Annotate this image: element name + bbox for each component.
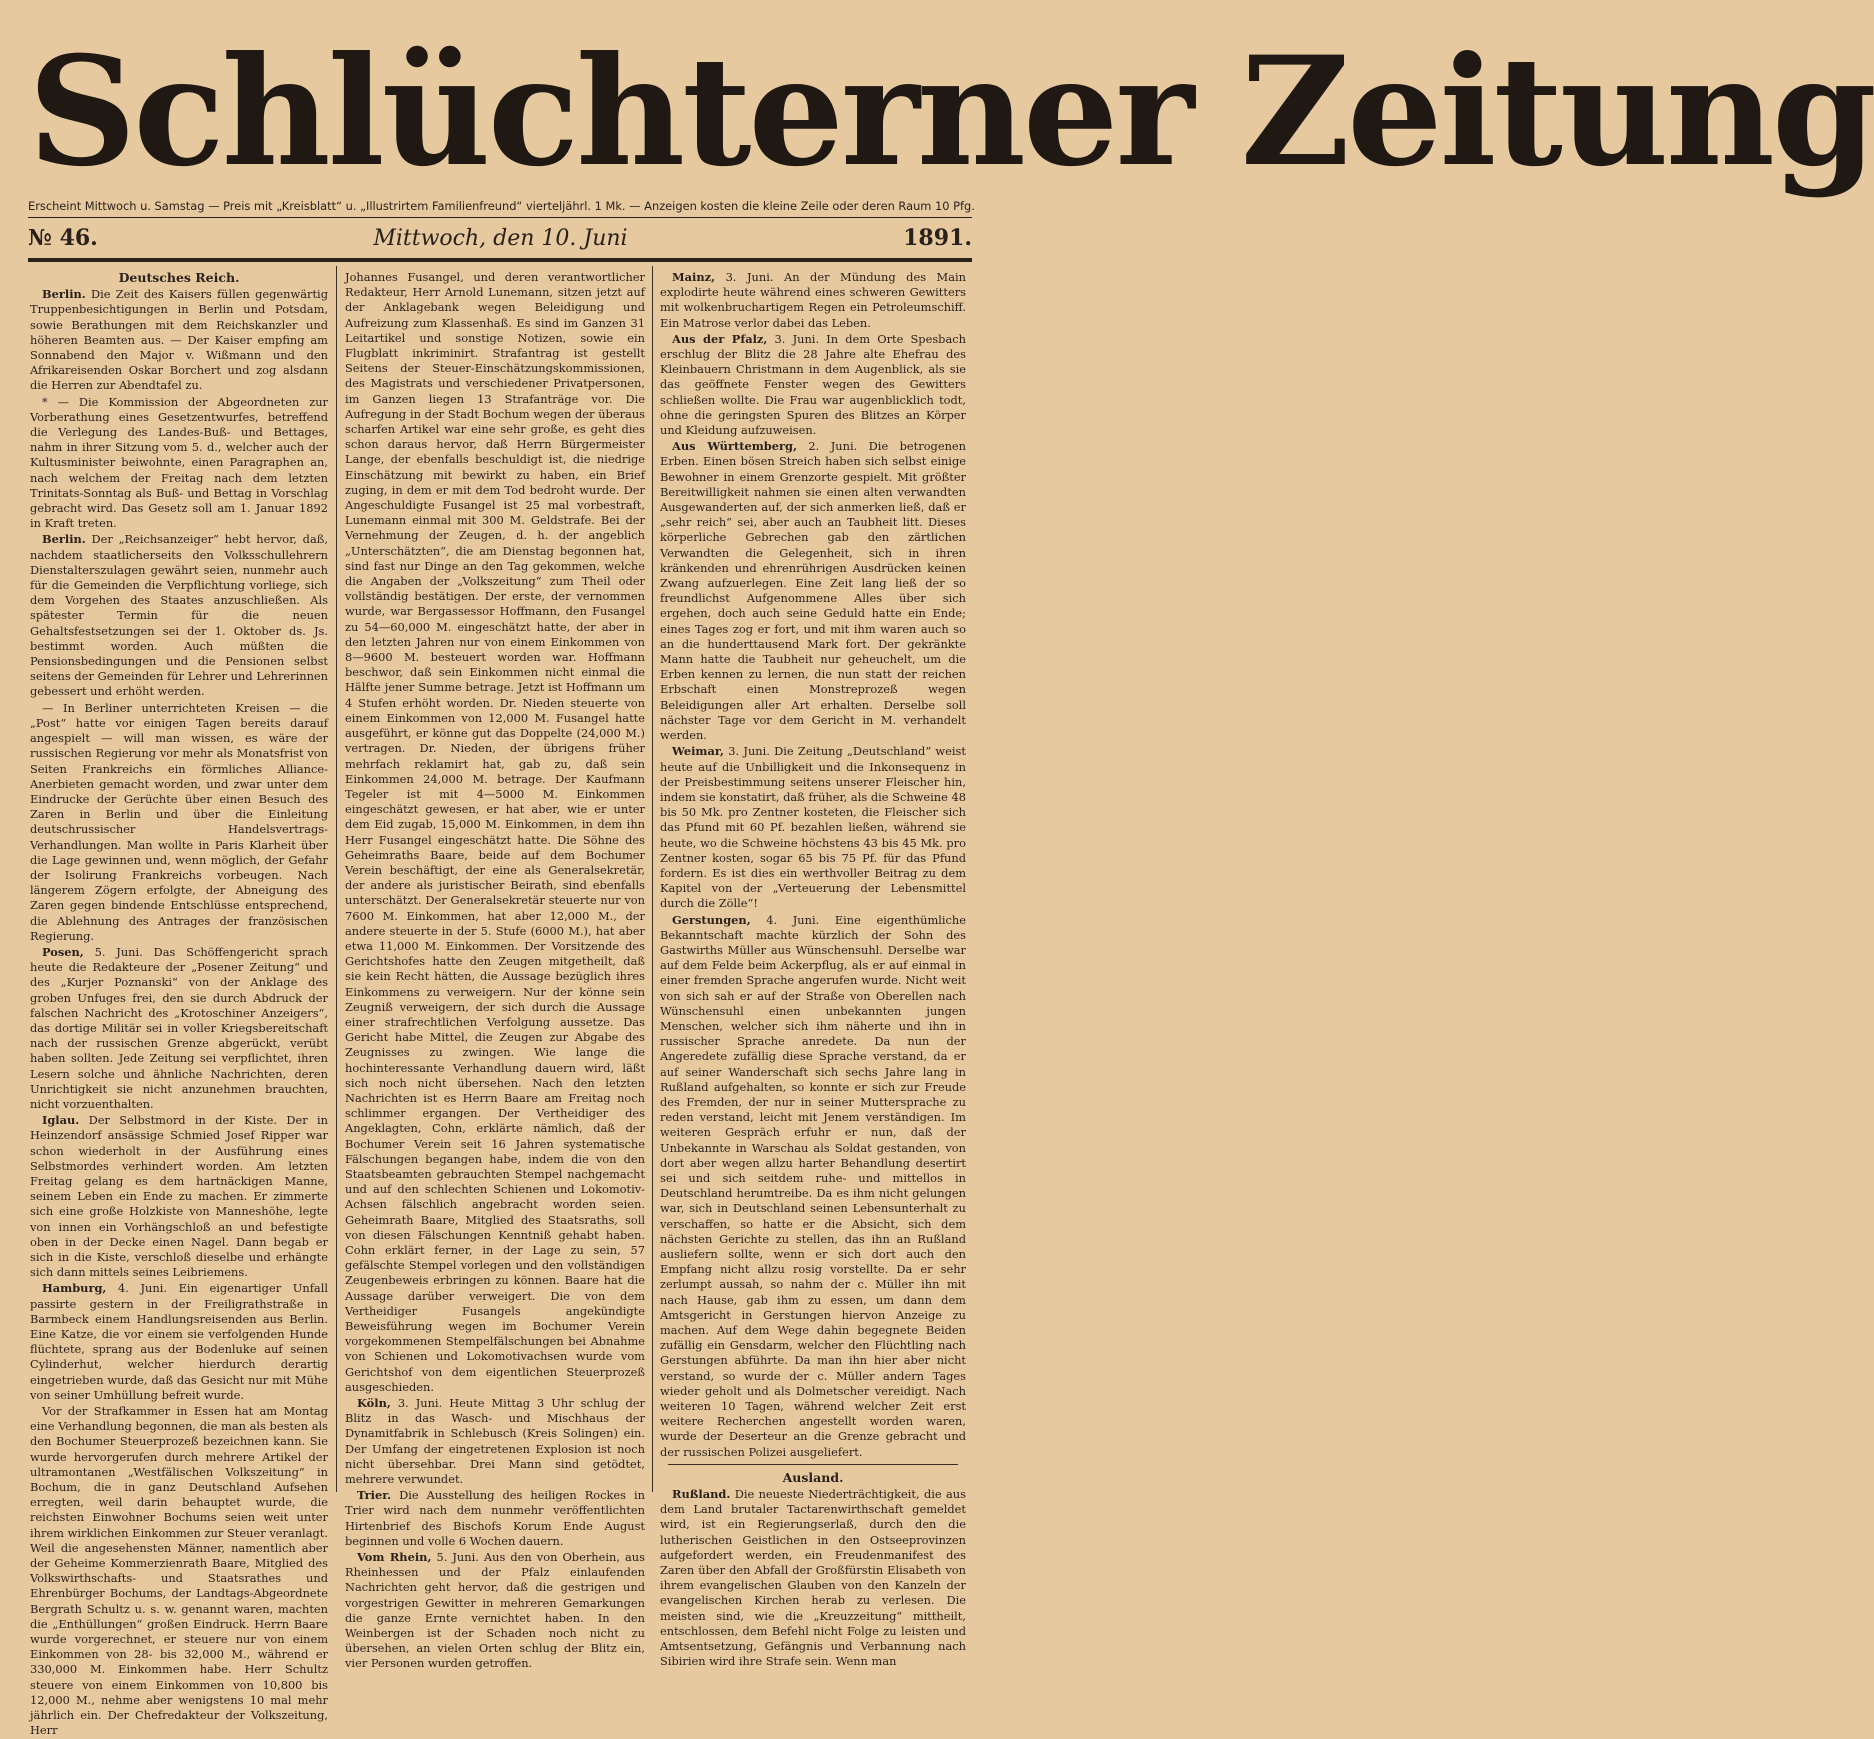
column-2 bbox=[345, 270, 645, 1671]
article bbox=[660, 1487, 966, 1669]
article bbox=[660, 270, 966, 331]
article-text: Der Selbstmord in der Kiste. Der in Heinzendorf ansässige Schmied Josef Ripper war schon wiederholt in der Ausführung eines Selbstmordes verhindert worden. Am letzten Freitag gelang es dem hartnäckigen Manne, seinem Leben ein Ende zu machen. Er zimmerte sich eine große Holzkiste von Manneshöhe, legte von innen ein Vorhängschloß an und befestigte oben in der Decke einen Nagel. Dann begab er sich in die Kiste, verschloß dieselbe und erhängte sich dann mittels seines Leibriemens. bbox=[30, 1113, 328, 1280]
article bbox=[345, 1550, 645, 1672]
article-dateline: Trier. bbox=[357, 1488, 392, 1503]
issue-year: 1891. bbox=[903, 225, 972, 251]
article-dateline: Aus Württemberg, bbox=[672, 439, 797, 454]
article-text: Der „Reichsanzeiger“ hebt hervor, daß, nachdem staatlicherseits den Volksschullehrern Dienstalterszulagen gewährt seien, nunmehr auch für die Gemeinden die Verpflichtung vorliege, sich dem Vorgehen des Staates anzuschließen. Als spätester Termin für die neuen Gehaltsfestsetzungen sei der 1. Oktober ds. Js. bestimmt worden. Auch müßten die Pensionsbedingungen und die Pensionen selbst seitens der Gemeinden für Lehrer und Lehrerinnen gebessert und erhöht werden. bbox=[30, 532, 328, 699]
article-dateline: Berlin. bbox=[42, 287, 86, 302]
article bbox=[345, 1488, 645, 1549]
article: — In Berliner unterrichteten Kreisen — die „Post“ hatte vor einigen Tagen bereits darauf angespielt — will man wissen, es wäre der russischen Regierung vor mehr als Monatsfrist von Seiten Frankreichs ein förmliches Alliance-Anerbieten gemacht worden, und zwar unter dem Eindrucke der Gerüchte über einen Besuch des Zaren in Berlin und über die Einleitung deutschrussischer Handelsvertrags-Verhandlungen. Man wollte in Paris Klarheit über die Lage gewinnen und, wenn möglich, der Gefahr der Isolirung Frankreichs vorbeugen. Nach längerem Zögern erfolgte, der Abneigung des Zaren gegen bindende Entschlüsse entsprechend, die Ablehnung des Antrages der französischen Regierung. bbox=[30, 700, 328, 943]
article-text: 3. Juni. Heute Mittag 3 Uhr schlug der Blitz in das Wasch- und Mischhaus der Dynamitfabrik in Schlebusch (Kreis Solingen) ein. Der Umfang der eingetretenen Explosion ist noch nicht übersehbar. Drei Mann sind getödtet, mehrere verwundet. bbox=[345, 1396, 645, 1487]
article bbox=[660, 439, 966, 743]
article-text: 5. Juni. Aus den von Oberhein, aus Rheinhessen und der Pfalz einlaufenden Nachrichten geht hervor, daß die gestrigen und vorgestrigen Gewitter in mehreren Gemarkungen die ganze Ernte vernichtet haben. In den Weinbergen ist der Schaden noch nicht zu übersehen, an vielen Orten schlug der Blitz ein, vier Personen wurden getroffen. bbox=[345, 1550, 645, 1671]
article bbox=[30, 1113, 328, 1280]
article-text: 5. Juni. Das Schöffengericht sprach heute die Redakteure der „Posener Zeitung“ und des „Kurjer Poznanski“ von der Anklage des groben Unfuges frei, den sie durch Abdruck der falschen Nachricht des „Krotoschiner Anzeigers“, das dortige Militär sei in voller Kriegsbereitschaft nach der russischen Grenze abgerückt, verübt haben sollten. Jede Zeitung sei verpflichtet, ihren Lesern solche und ähnliche Nachrichten, deren Unrichtigkeit sie nicht anzunehmen brauchten, nicht vorzuenthalten. bbox=[30, 944, 328, 1111]
issue-row bbox=[28, 222, 972, 254]
article bbox=[30, 945, 328, 1112]
column-3 bbox=[660, 270, 966, 1669]
article bbox=[30, 287, 328, 393]
column-divider-1 bbox=[336, 266, 337, 1492]
article-text: 3. Juni. In dem Orte Spesbach erschlug der Blitz die 28 Jahre alte Ehefrau des Kleinbauern Christmann in dem Augenblick, als sie das geöffnete Fenster wegen des Gewitters schließen wollte. Die Frau war augenblicklich todt, ohne die geringsten Spuren des Blitzes an Körper und Kleidung aufzuweisen. bbox=[660, 331, 966, 438]
article-text: 2. Juni. Die betrogenen Erben. Einen bösen Streich haben sich selbst einige Bewohner in einem Grenzorte gespielt. Mit größter Bereitwilligkeit nahmen sie einen alten verwandten Ausgewanderten auf, der sich anmerken ließ, daß er „sehr reich“ sei, aber auch an Taubheit litt. Dieses körperliche Gebrechen gab den zärtlichen Verwandten die Gelegenheit, sich in ihren kränkenden und ehrenrührigen Ausdrücken keinen Zwang aufzuerlegen. Eine Zeit lang ließ der so freundlichst Aufgenommene Alles über sich ergehen, doch auch seine Geduld hatte ein Ende; eines Tages zog er fort, und mit ihm waren auch so an die hunderttausend Mark fort. Der gekränkte Mann hatte die Taubheit nur geheuchelt, um die Erben kennen zu lernen, die nun statt der reichen Erbschaft einen Monstreprozeß wegen Beleidigungen aller Art erhalten. Derselbe soll nächster Tage vor dem Gericht in M. verhandelt werden. bbox=[660, 439, 966, 743]
article bbox=[660, 913, 966, 1460]
article-dateline: Iglau. bbox=[42, 1113, 80, 1128]
header-rule-top bbox=[28, 217, 972, 218]
article bbox=[30, 1281, 328, 1403]
article-text: Die Ausstellung des heiligen Rockes in Trier wird nach dem nunmehr veröffentlichten Hirtenbrief des Bischofs Korum Ende August beginnen und volle 6 Wochen dauern. bbox=[345, 1488, 645, 1548]
article-dateline: Mainz, bbox=[672, 270, 716, 284]
subscription-line: Erscheint Mittwoch u. Samstag — Preis mit „Kreisblatt“ u. „Illustrirtem Familienfreund“ vierteljährl. 1 Mk. — Anzeigen kosten die kleine Zeile oder deren Raum 10 Pfg. bbox=[28, 199, 975, 213]
article-dateline: Vom Rhein, bbox=[357, 1550, 432, 1565]
article-dateline: Weimar, bbox=[672, 744, 725, 759]
article-text: 4. Juni. Ein eigenartiger Unfall passirte gestern in der Freiligrathstraße in Barmbeck einem Handlungsreisenden aus Berlin. Eine Katze, die vor einem sie verfolgenden Hunde flüchtete, sprang aus der Bodenluke auf seinen Cylinderhut, welcher hierdurch derartig eingetrieben wurde, daß das Gesicht nur mit Mühe von seiner Umhüllung befreit wurde. bbox=[30, 1281, 328, 1402]
article bbox=[660, 744, 966, 911]
article: Vor der Strafkammer in Essen hat am Montag eine Verhandlung begonnen, die man als besten als den Bochumer Steuerprozeß bezeichnen kann. Sie wurde hervorgerufen durch mehrere Artikel der ultramontanen „Westfälischen Volkszeitung“ in Bochum, die in ganz Deutschland Aufsehen erregten, weil darin behauptet wurde, die reichsten Einwohner Bochums seien weit unter ihrem wirklichen Einkommen zur Steuer veranlagt. Weil die angesehensten Männer, namentlich aber der Geheime Kommerzienrath Baare, Mitglied des Volkswirthschafts- und Staatsrathes und Ehrenbürger Bochums, der Landtags-Abgeordnete Bergrath Schultz u. s. w. genannt waren, machten die „Enthüllungen“ großen Eindruck. Herrn Baare wurde vorgerechnet, er steuere nur von einem Einkommen von 28- bis 32,000 M., während er 330,000 M. Einkommen habe. Herr Schultz steuere von einem Einkommen von 10,800 bis 12,000 M., nehme aber wenigstens 10 mal mehr jährlich ein. Der Chefredakteur der Volkszeitung, Herr bbox=[30, 1404, 328, 1738]
article-dateline: Gerstungen, bbox=[672, 912, 751, 927]
article-text: Die neueste Niederträchtigkeit, die aus dem Land brutaler Tactarenwirthschaft gemeldet wird, ist ein Regierungserlaß, durch den die lutherischen Geistlichen in den Ostseeprovinzen aufgefordert werden, ein Freudenmanifest des Zaren über den Abfall der Großfürstin Elisabeth von ihrem evangelischen Glauben von den Kanzeln der evangelischen Kirchen herab zu verlesen. Die meisten sind, wie die „Kreuzzeitung“ mittheilt, entschlossen, dem Befehl nicht Folge zu leisten und Amtsentsetzung, Gefängnis und Verbannung nach Sibirien wird ihre Strafe sein. Wenn man bbox=[660, 1487, 966, 1669]
article-dateline: Posen, bbox=[42, 944, 84, 959]
column-divider-2 bbox=[652, 266, 653, 1492]
column-1 bbox=[30, 270, 328, 1738]
article-text: 4. Juni. Eine eigenthümliche Bekanntschaft machte kürzlich der Sohn des Gastwirths Müller aus Wünschensuhl. Derselbe war auf dem Felde beim Ackerpflug, als er auf einmal in einer fremden Sprache angerufen wurde. Nicht weit von sich sah er auf der Straße von Oberellen nach Wünschensuhl einen unbekannten jungen Menschen, welcher sich ihm näherte und ihn in russischer Sprache anredete. Da nun der Angeredete zufällig diese Sprache verstand, da er auf seiner Wanderschaft sich sechs Jahre lang in Rußland aufgehalten, so konnte er sich zur Freude des Fremden, der nur in seiner Muttersprache zu reden verstand, leicht mit Jenem verständigen. Im weiteren Gespräch erfuhr er nun, daß der Unbekannte in Warschau als Soldat gestanden, von dort aber wegen allzu harter Behandlung desertirt sei und sich seitdem ruhe- und mittellos in Deutschland herumtreibe. Da es ihm nicht gelungen war, sich in Deutschland seinen Lebensunterhalt zu verschaffen, so hatte er die Absicht, sich dem nächsten Gerichte zu stellen, das ihn an Rußland ausliefern sollte, wenn er sich dort auch den Empfang nicht allzu rosig vorstellte. Da er sehr zerlumpt aussah, so nahm der c. Müller ihn mit nach Hause, gab ihm zu essen, um dann dem Amtsgericht in Gerstungen hiervon Anzeige zu machen. Auf dem Wege dahin begegnete Beiden zufällig ein Gensdarm, welcher den Flüchtling nach Gerstungen abführte. Da man ihn hier aber nicht verstand, so wurde der c. Müller andern Tages wieder geholt und als Dolmetscher vereidigt. Nach weiteren 10 Tagen, während welcher Zeit erst weitere Recherchen angestellt worden waren, wurde der Deserteur an die Grenze gebracht und der russischen Polizei ausgeliefert. bbox=[660, 912, 966, 1459]
article bbox=[345, 1396, 645, 1487]
article-text: 3. Juni. An der Mündung des Main explodirte heute während eines schweren Gewitters mit wolkenbruchartigem Regen ein Petroleumschiff. Ein Matrose verlor dabei das Leben. bbox=[660, 270, 966, 330]
article-dateline: Rußland. bbox=[672, 1487, 731, 1502]
article-dateline: Berlin. bbox=[42, 532, 86, 547]
section-divider bbox=[668, 1464, 958, 1465]
article: Johannes Fusangel, und deren verantwortlicher Redakteur, Herr Arnold Lunemann, sitzen jetzt auf der Anklagebank wegen Beleidigung und Aufreizung zum Klassenhaß. Es sind im Ganzen 31 Leitartikel und sonstige Notizen, sowie ein Flugblatt inkriminirt. Strafantrag ist gestellt Seitens der Steuer-Einschätzungskommissionen, des Magistrats und verschiedener Privatpersonen, im Ganzen liegen 13 Strafanträge vor. Die Aufregung in der Stadt Bochum wegen der überaus scharfen Artikel war eine sehr große, es geht dies schon daraus hervor, daß Herrn Bürgermeister Lange, der ebenfalls beschuldigt ist, die niedrige Einschätzung mit bewirkt zu haben, ein Brief zuging, in dem er mit dem Tod bedroht wurde. Der Angeschuldigte Fusangel ist 25 mal vorbestraft, Lunemann einmal mit 300 M. Geldstrafe. Bei der Vernehmung der Zeugen, d. h. der angeblich „Unterschätzten“, die am Dienstag begonnen hat, sind fast nur Dinge an den Tag gekommen, welche die Angaben der „Volkszeitung“ zum Theil oder vollständig bestätigen. Der erste, der vernommen wurde, war Bergassessor Hoffmann, den Fusangel zu 54—60,000 M. eingeschätzt hatte, der aber in den letzten Jahren nur von einem Einkommen von 8—9600 M. besteuert worden war. Hoffmann beschwor, daß sein Einkommen nicht einmal die Hälfte jener Summe betrage. Jetzt ist Hoffmann um 4 Stufen erhöht worden. Dr. Nieden steuerte von einem Einkommen von 12,000 M. Fusangel hatte ausgeführt, er könne gut das Doppelte (24,000 M.) vertragen. Dr. Nieden, der übrigens früher mehrfach reklamirt hat, gab zu, daß sein Einkommen 24,000 M. betrage. Der Kaufmann Tegeler ist mit 4—5000 M. Einkommen eingeschätzt gewesen, er hat aber, wie er unter dem Eid zugab, 15,000 M. Einkommen, in dem ihn Herr Fusangel eingeschätzt hatte. Die Söhne des Geheimraths Baare, beide auf dem Bochumer Verein beschäftigt, der eine als Generalsekretär, der andere als juristischer Beirath, sind ebenfalls unterschätzt. Der Generalsekretär steuerte nur von 7600 M. Einkommen, hat aber 12,000 M., der andere steuerte in der 5. Stufe (6000 M.), hat aber etwa 11,000 M. Einkommen. Der Vorsitzende des Gerichtshofes hatte den Zeugen mitgetheilt, daß sie kein Recht hätten, die Aussage bezüglich ihres Einkommens zu verweigern. Nur der könne sein Zeugniß verweigern, der sich durch die Aussage einer strafrechtlichen Verfolgung aussetze. Das Gericht habe Mittel, die Zeugen zur Abgabe des Zeugnisses zu zwingen. Wie lange die hochinteressante Verhandlung dauern wird, läßt sich noch nicht übersehen. Nach den letzten Nachrichten ist es Herrn Baare am Freitag noch schlimmer ergangen. Der Vertheidiger des Angeklagten, Cohn, erklärte nämlich, daß der Bochumer Verein seit 16 Jahren systematische Fälschungen begangen habe, indem die von den Staatsbeamten gebrauchten Stempel nachgemacht und auf den schlechten Schienen und Lokomotiv-Achsen fälschlich angebracht worden seien. Geheimrath Baare, Mitglied des Staatsraths, soll von diesen Fälschungen Kenntniß gehabt haben. Cohn erklärt ferner, in der Lage zu sein, 57 gefälschte Stempel vorlegen und den vollständigen Zeugenbeweis erbringen zu können. Baare hat die Aussage darüber verweigert. Die von dem Vertheidiger Fusangels angekündigte Beweisführung wegen im Bochumer Verein vorgekommenen Stempelfälschungen bei Abnahme von Schienen und Lokomotivachsen wurde vom Gerichtshof von dem eigentlichen Steuerprozeß ausgeschieden. bbox=[345, 270, 645, 1394]
masthead-title: Schlüchterner Zeitung bbox=[28, 24, 1874, 200]
section-heading-ausland: Ausland. bbox=[782, 1469, 844, 1485]
issue-number: № 46. bbox=[28, 225, 98, 251]
article-text: 3. Juni. Die Zeitung „Deutschland“ weist heute auf die Unbilligkeit und die Inkonsequenz in der Preisbestimmung seitens unserer Fleischer hin, indem sie konstatirt, daß früher, als die Schweine 48 bis 50 Mk. pro Zentner kosteten, die Fleischer sich das Pfund mit 60 Pf. bezahlen ließen, während sie heute, wo die Schweine höchstens 43 bis 45 Mk. pro Zentner kosten, sogar 65 bis 75 Pf. für das Pfund fordern. Es ist dies ein werthvoller Beitrag zu dem Kapitel von der „Verteuerung der Lebensmittel durch die Zölle“! bbox=[660, 744, 966, 911]
article bbox=[660, 332, 966, 438]
article bbox=[30, 532, 328, 699]
article-dateline: Hamburg, bbox=[42, 1281, 107, 1296]
section-heading-deutsches-reich: Deutsches Reich. bbox=[118, 270, 240, 285]
header-rule-bottom bbox=[28, 258, 972, 262]
article-dateline: Köln, bbox=[357, 1396, 391, 1411]
article-text: Die Zeit des Kaisers füllen gegenwärtig Truppenbesichtigungen in Berlin und Potsdam, sowie Berathungen mit dem Reichskanzler und höheren Beamten aus. — Der Kaiser empfing am Sonnabend den Major v. Wißmann und den Afrikareisenden Oskar Borchert und zog alsdann die Herren zur Abendtafel zu. bbox=[30, 287, 328, 393]
article-dateline: Aus der Pfalz, bbox=[672, 331, 768, 346]
article: * — Die Kommission der Abgeordneten zur Vorberathung eines Gesetzentwurfes, betreffend die Verlegung des Landes-Buß- und Bettages, nahm in ihrer Sitzung vom 5. d., welcher auch der Kultusminister beiwohnte, einen Paragraphen an, nach welchem der Freitag nach dem letzten Trinitats-Sonntag als Buß- und Bettag in Vorschlag gebracht wird. Das Gesetz soll am 1. Januar 1892 in Kraft treten. bbox=[30, 394, 328, 531]
issue-date: Mittwoch, den 10. Juni bbox=[373, 225, 628, 251]
